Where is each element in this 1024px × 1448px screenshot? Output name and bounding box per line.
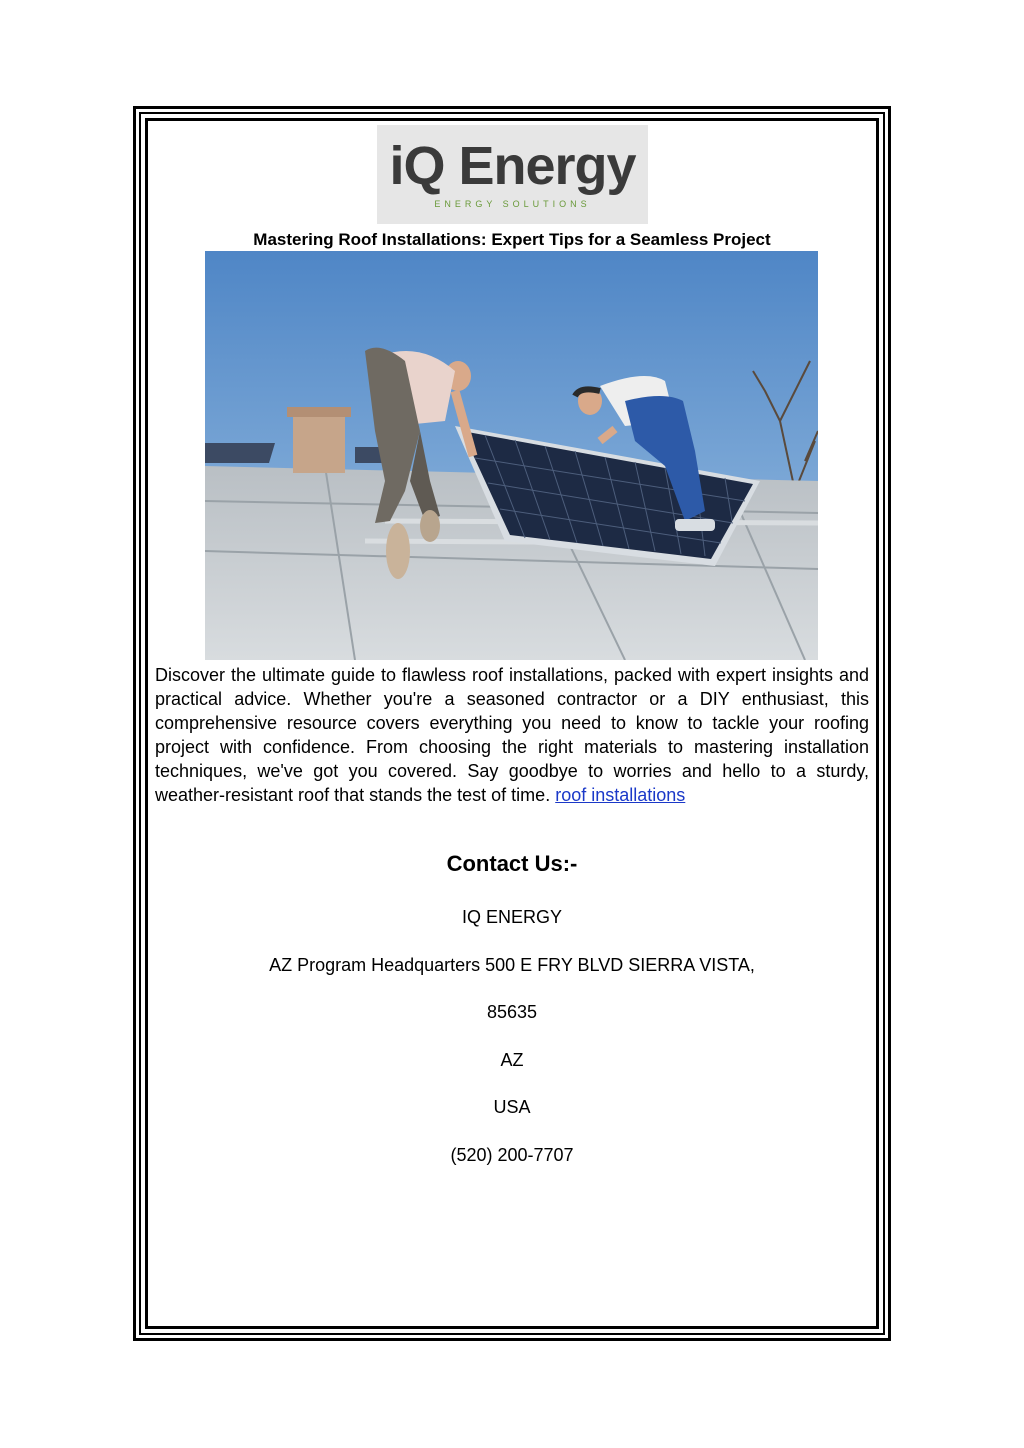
contact-state: AZ: [500, 1050, 524, 1070]
contact-address: AZ Program Headquarters 500 E FRY BLVD SIERRA VISTA,: [269, 955, 755, 975]
contact-company: IQ ENERGY: [461, 907, 563, 927]
logo-tagline: ENERGY SOLUTIONS: [434, 199, 591, 209]
article-body-text: Discover the ultimate guide to flawless roof installations, packed with expert insights and practical advice. Whether you're a seasoned contractor or a DIY enthusiast, this comprehensive resource covers everything you need to know to tackle your roofing project with confidence. From choosing the right materials to mastering installation techniques, we've got you covered. Say goodbye to worries and hello to a sturdy, weather-resistant roof that stands the test of time.: [155, 665, 869, 805]
company-logo: [377, 125, 648, 224]
page-title: Mastering Roof Installations: Expert Tips for a Seamless Project: [253, 230, 771, 249]
logo-name: iQ Energy: [389, 136, 636, 196]
contact-zip: 85635: [486, 1002, 538, 1022]
contact-phone: (520) 200-7707: [450, 1145, 574, 1165]
contact-heading: Contact Us:-: [446, 851, 578, 876]
article-body: [155, 663, 869, 807]
roof-installations-link[interactable]: roof installations: [555, 785, 686, 805]
solar-panel-roof-photo: [205, 251, 818, 660]
contact-country: USA: [493, 1097, 531, 1117]
